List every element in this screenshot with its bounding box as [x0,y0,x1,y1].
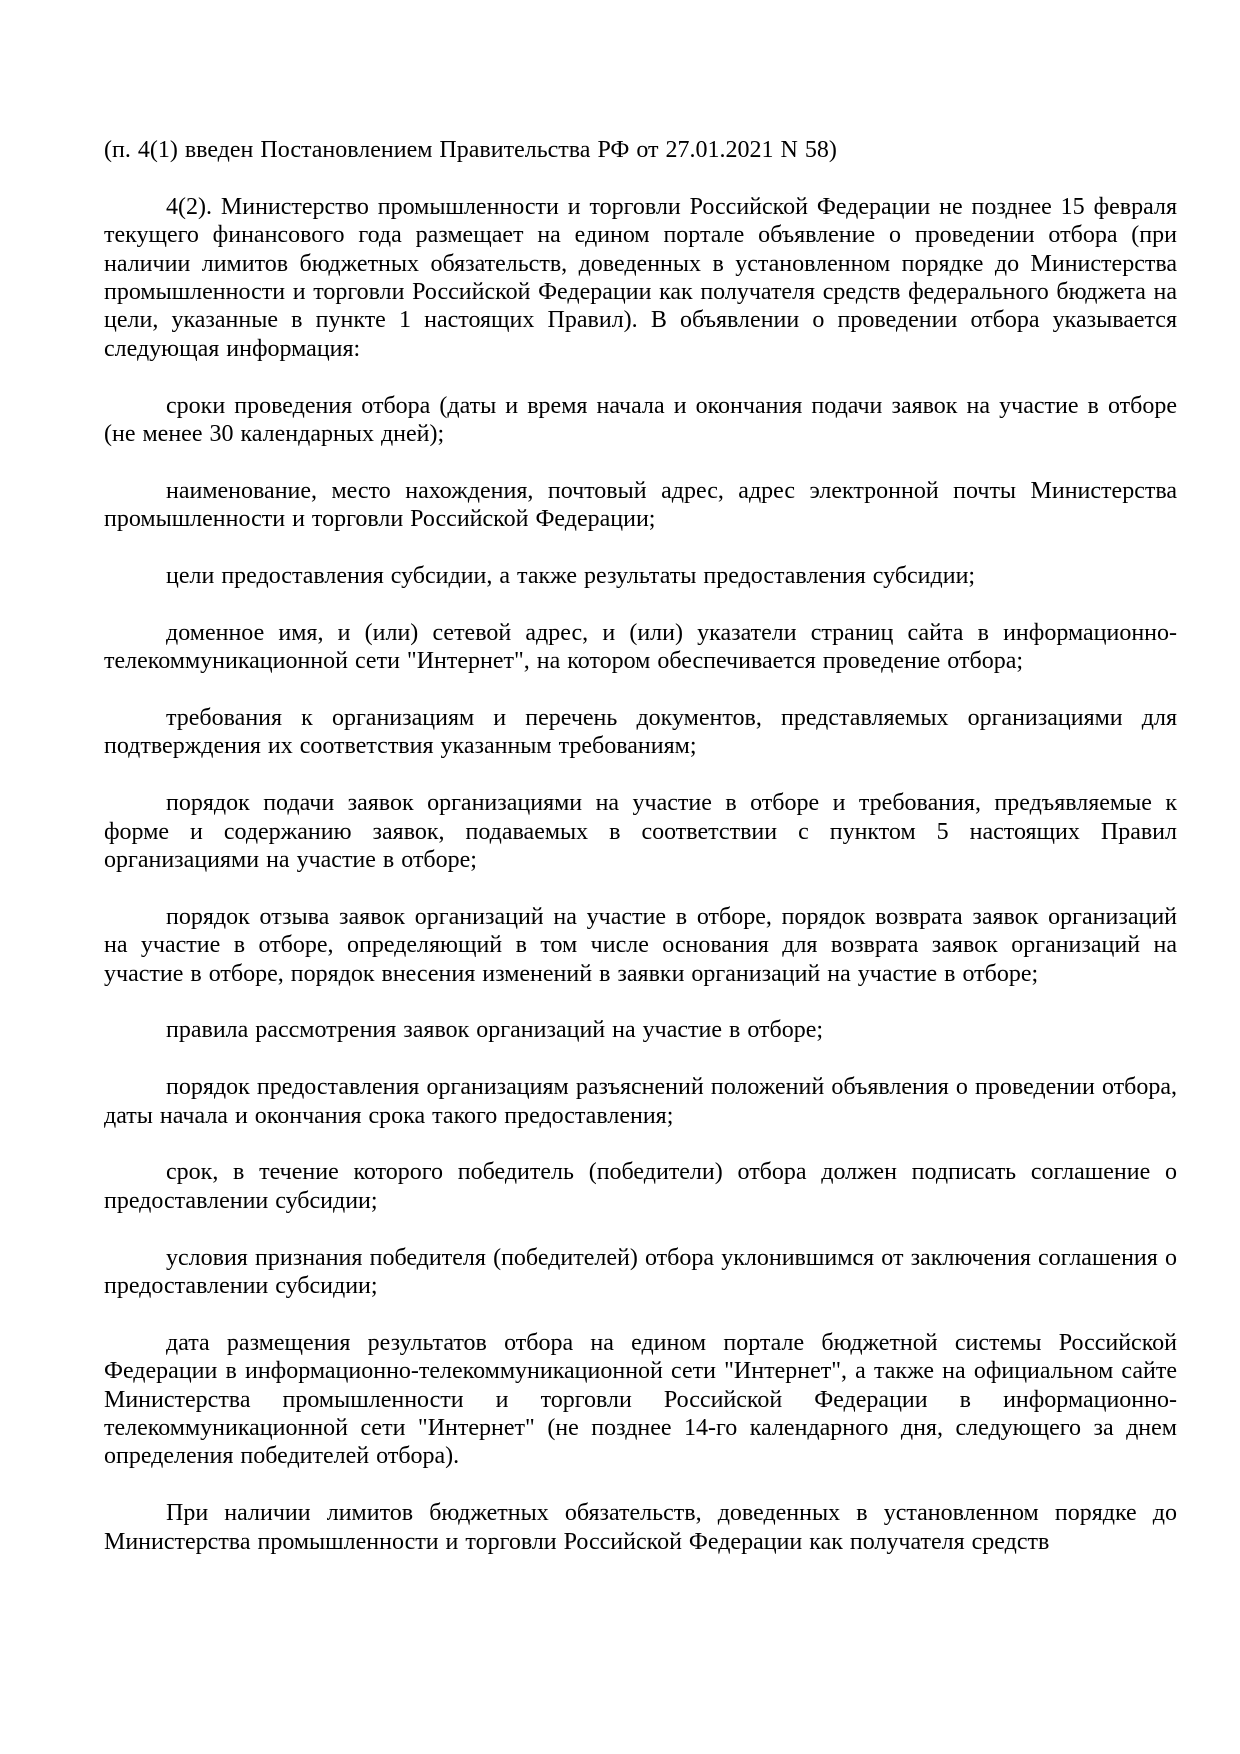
paragraph-clarifications: порядок предоставления организациям разъяснений положений объявления о проведении отбора, даты начала и окончания срока такого предоставления; [104,1074,1177,1129]
paragraph-review-rules: правила рассмотрения заявок организаций на участие в отборе; [166,1017,824,1044]
paragraph-budget-limits: При наличии лимитов бюджетных обязательств, доведенных в установленном порядке до Министерства промышленности и торговли Российской Федерации как получателя средств [104,1500,1177,1555]
amendment-note: (п. 4(1) введен Постановлением Правительства РФ от 27.01.2021 N 58) [104,137,837,163]
paragraph-ministry-contacts: наименование, место нахождения, почтовый адрес, адрес электронной почты Министерства промышленности и торговли Российской Федерации; [104,477,1177,533]
paragraph-subsidy-goals: цели предоставления субсидии, а также результаты предоставления субсидии; [166,563,976,590]
paragraph-application-procedure: порядок подачи заявок организациями на участие в отборе и требования, предъявляемые к форме и содержанию заявок, подаваемых в соответствии с пунктом 5 настоящих Правил организациями на участие в отборе; [104,790,1177,874]
paragraph-domain-name: доменное имя, и (или) сетевой адрес, и (или) указатели страниц сайта в информационно-телекоммуникационной сети "Интернет", на котором обеспечивается проведение отбора; [104,619,1177,675]
paragraph-withdrawal-procedure: порядок отзыва заявок организаций на участие в отборе, порядок возврата заявок организаций на участие в отборе, определяющий в том числе основания для возврата заявок организаций на участие в отборе, порядок внесения изменений в заявки организаций на участие в отборе; [104,903,1177,987]
paragraph-signing-deadline: срок, в течение которого победитель (победители) отбора должен подписать соглашение о предоставлении субсидии; [104,1159,1177,1214]
paragraph-selection-terms: сроки проведения отбора (даты и время начала и окончания подачи заявок на участие в отборе (не менее 30 календарных дней); [104,392,1177,448]
paragraph-evasion-conditions: условия признания победителя (победителей) отбора уклонившимся от заключения соглашения о предоставлении субсидии; [104,1244,1177,1300]
paragraph-results-publication: дата размещения результатов отбора на едином портале бюджетной системы Российской Федерации в информационно-телекоммуникационной сети "Интернет", а также на официальном сайте Министерства промышленности и торговли Российской Федерации в информационно-телекоммуникационной сети "Интернет" (не позднее 14-го календарного дня, следующего за днем определения победителей отбора). [104,1329,1177,1470]
paragraph-clause-4-2: 4(2). Министерство промышленности и торговли Российской Федерации не позднее 15 февраля текущего финансового года размещает на едином портале объявление о проведении отбора (при наличии лимитов бюджетных обязательств, доведенных в установленном порядке до Министерства промышленности и торговли Российской Федерации как получателя средств федерального бюджета на цели, указанные в пункте 1 настоящих Правил). В объявлении о проведении отбора указывается следующая информация: [104,193,1177,362]
paragraph-org-requirements: требования к организациям и перечень документов, представляемых организациями для подтверждения их соответствия указанным требованиям; [104,705,1177,760]
